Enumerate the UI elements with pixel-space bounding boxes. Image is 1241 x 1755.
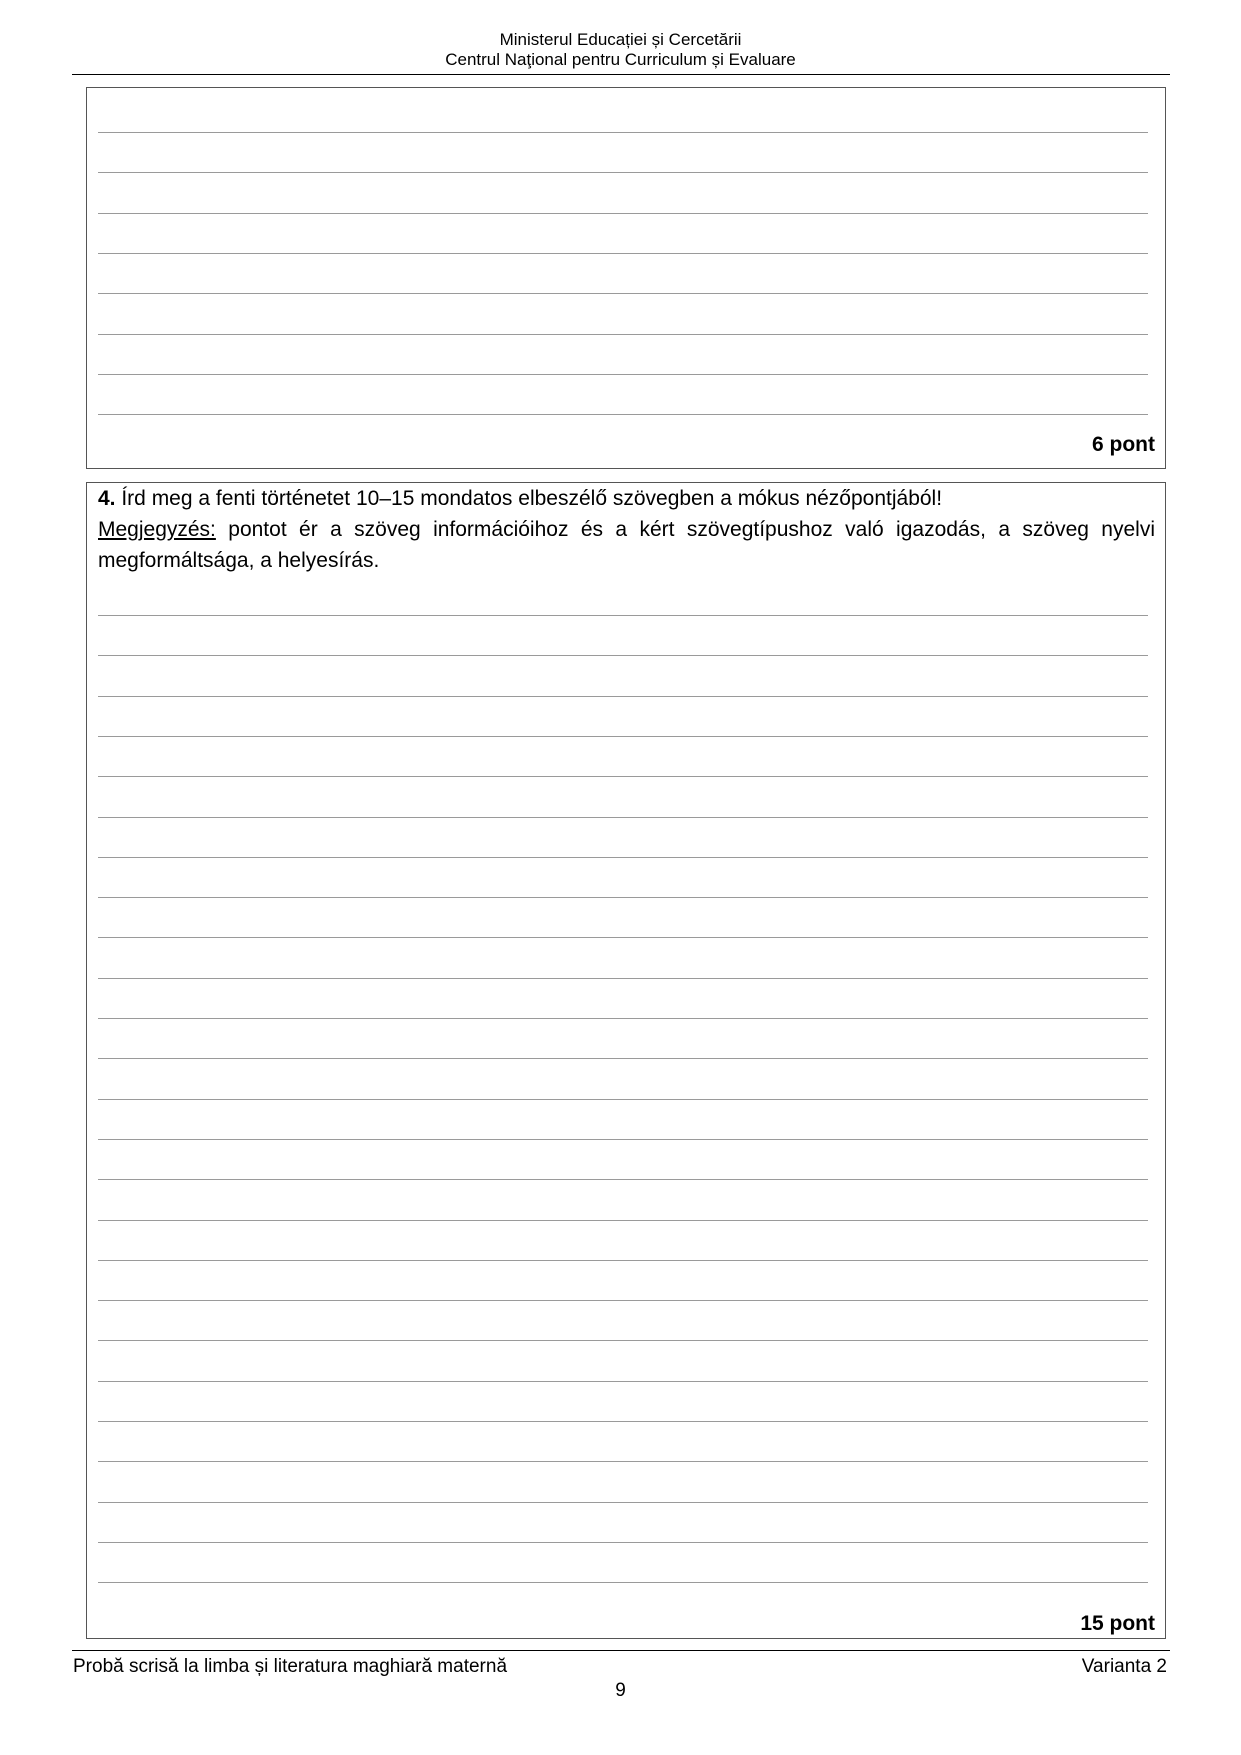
note-label: Megjegyzés: bbox=[98, 518, 216, 541]
answer-line bbox=[98, 1018, 1148, 1019]
header-divider bbox=[72, 74, 1170, 75]
answer-line bbox=[98, 1300, 1148, 1301]
footer-variant: Varianta 2 bbox=[1081, 1656, 1167, 1677]
answer-line bbox=[98, 334, 1148, 335]
answer-line bbox=[98, 1421, 1148, 1422]
answer-box-previous-task bbox=[86, 87, 1166, 469]
answer-line bbox=[98, 1502, 1148, 1503]
footer-exam-title: Probă scrisă la limba și literatura maghiară maternă bbox=[73, 1656, 508, 1677]
answer-line bbox=[98, 978, 1148, 979]
answer-line bbox=[98, 1099, 1148, 1100]
answer-line bbox=[98, 253, 1148, 254]
answer-line bbox=[98, 736, 1148, 737]
answer-line bbox=[98, 696, 1148, 697]
answer-line bbox=[98, 1179, 1148, 1180]
answer-line bbox=[98, 857, 1148, 858]
answer-line bbox=[98, 1461, 1148, 1462]
task-number: 4. bbox=[98, 487, 116, 510]
answer-line bbox=[98, 776, 1148, 777]
task-4-prompt bbox=[98, 483, 1155, 576]
header-ministry: Ministerul Educației și Cercetării bbox=[499, 30, 742, 49]
answer-line bbox=[98, 897, 1148, 898]
task-text: Írd meg a fenti történetet 10–15 mondatos elbeszélő szövegben a mókus nézőpontjából! bbox=[115, 487, 943, 510]
answer-line bbox=[98, 615, 1148, 616]
points-label: 15 pont bbox=[1080, 1612, 1155, 1635]
answer-line bbox=[98, 1139, 1148, 1140]
answer-line bbox=[98, 1542, 1148, 1543]
answer-line bbox=[98, 817, 1148, 818]
answer-line bbox=[98, 937, 1148, 938]
answer-line bbox=[98, 1058, 1148, 1059]
answer-line bbox=[98, 414, 1148, 415]
answer-line bbox=[98, 1381, 1148, 1382]
footer-divider bbox=[72, 1650, 1170, 1651]
answer-line bbox=[98, 1220, 1148, 1221]
points-label: 6 pont bbox=[1092, 433, 1155, 456]
answer-line bbox=[98, 655, 1148, 656]
page-number: 9 bbox=[615, 1680, 626, 1701]
answer-line bbox=[98, 172, 1148, 173]
note-text: pontot ér a szöveg információihoz és a kért szövegtípushoz való igazodás, a szöveg nyelvi megformáltsága, a helyesírás. bbox=[98, 518, 1155, 572]
answer-line bbox=[98, 1260, 1148, 1261]
answer-line bbox=[98, 1340, 1148, 1341]
task-4-box bbox=[86, 482, 1166, 1639]
answer-line bbox=[98, 293, 1148, 294]
page-header bbox=[0, 30, 1241, 70]
answer-line bbox=[98, 374, 1148, 375]
answer-line bbox=[98, 1582, 1148, 1583]
header-center: Centrul Naţional pentru Curriculum și Evaluare bbox=[445, 50, 796, 69]
answer-line bbox=[98, 213, 1148, 214]
answer-line bbox=[98, 132, 1148, 133]
